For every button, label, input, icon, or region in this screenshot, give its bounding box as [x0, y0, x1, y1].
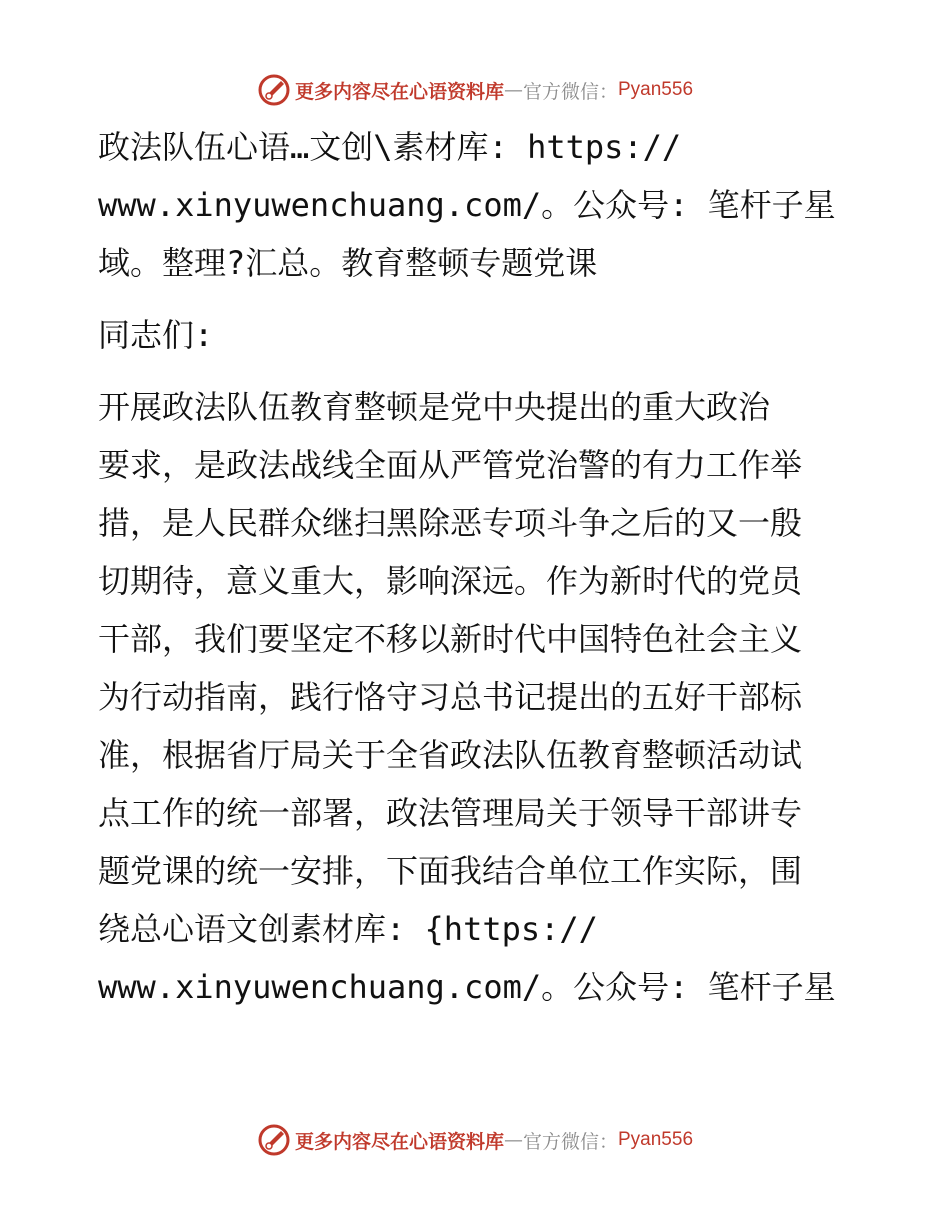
footer-separator: — — [503, 1129, 523, 1151]
brand-logo-icon — [257, 1123, 291, 1157]
brand-logo-icon — [257, 73, 291, 107]
header-wechat-label: 官方微信： — [522, 80, 618, 103]
body-line: 为行动指南，践行恪守习总书记提出的五好干部标 — [98, 678, 803, 716]
header-separator: — — [503, 79, 523, 101]
body-line: 干部，我们要坚定不移以新时代中国特色社会主义 — [98, 620, 803, 658]
body-line: 绕总心语文创素材库: {https:// — [98, 910, 598, 948]
body-line: 准，根据省厅局关于全省政法队伍教育整顿活动试 — [98, 736, 803, 774]
footer-wechat-label: 官方微信： — [522, 1130, 618, 1153]
body-line: www.xinyuwenchuang.com/。公众号: 笔杆子星 — [98, 968, 836, 1006]
footer-banner — [0, 1120, 950, 1160]
footer-brand-text: 更多内容尽在心语资料库 — [294, 1130, 504, 1153]
header-brand-text: 更多内容尽在心语资料库 — [294, 80, 504, 103]
body-line: 点工作的统一部署，政法管理局关于领导干部讲专 — [98, 794, 803, 832]
intro-line: 域。整理?汇总。教育整顿专题党课 — [98, 244, 598, 282]
footer-wechat-id: Pyan556 — [618, 1129, 694, 1150]
intro-line: 政法队伍心语…文创\素材库: https:// — [98, 128, 682, 166]
body-line: 切期待，意义重大，影响深远。作为新时代的党员 — [98, 562, 803, 600]
intro-line: www.xinyuwenchuang.com/。公众号: 笔杆子星 — [98, 186, 836, 224]
body-line: 题党课的统一安排，下面我结合单位工作实际，围 — [98, 852, 803, 890]
body-line: 措，是人民群众继扫黑除恶专项斗争之后的又一殷 — [98, 504, 803, 542]
body-line: 开展政法队伍教育整顿是党中央提出的重大政治 — [98, 388, 771, 426]
header-wechat-id: Pyan556 — [618, 79, 694, 100]
document-body — [98, 118, 858, 1016]
header-banner — [0, 70, 950, 110]
salutation: 同志们: — [98, 316, 214, 354]
body-line: 要求，是政法战线全面从严管党治警的有力工作举 — [98, 446, 803, 484]
